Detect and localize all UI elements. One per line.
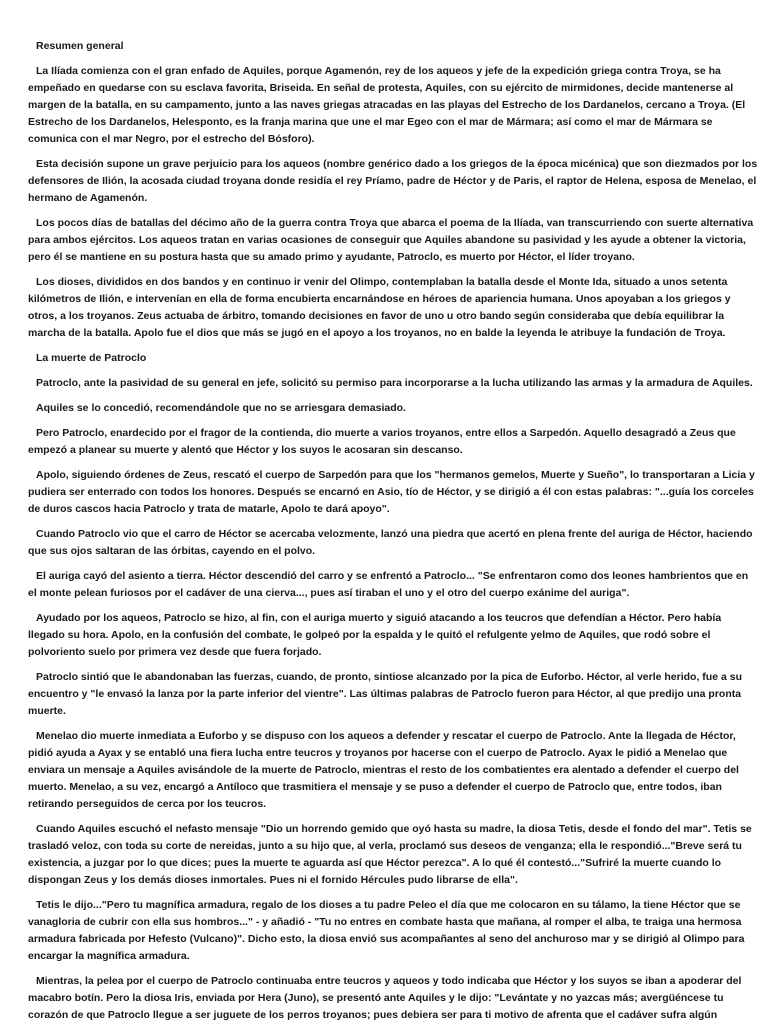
section-heading-muerte-patroclo: La muerte de Patroclo — [36, 352, 147, 364]
paragraph: Cuando Aquiles escuchó el nefasto mensaje "Dio un horrendo gemido que oyó hasta su madre, la diosa Tetis, desde el fondo del mar". Tetis se trasladó veloz, con toda su corte de nereidas, junto a su hijo que, al verla, proclamó sus deseos de venganza; ella le respondió..."Breve será tu existencia, a juzgar por lo que dices; pues la muerte te aguarda así que Héctor perezca". A lo qué él contestó..."Sufriré la muerte cuando lo dispongan Zeus y los demás dioses inmortales. Pues ni el fornido Hércules pudo librarse de ella". — [28, 823, 752, 886]
paragraph: Patroclo, ante la pasividad de su general en jefe, solicitó su permiso para incorporarse a la lucha utilizando las armas y la armadura de Aquiles. — [36, 377, 753, 389]
paragraph: Pero Patroclo, enardecido por el fragor de la contienda, dio muerte a varios troyanos, entre ellos a Sarpedón. Aquello desagradó a Zeus que empezó a planear su muerte y alentó que Héctor y los suyos le acosaran sin descanso. — [28, 427, 736, 456]
paragraph: Apolo, siguiendo órdenes de Zeus, rescató el cuerpo de Sarpedón para que los "hermanos gemelos, Muerte y Sueño", lo transportaran a Licia y pudiera ser enterrado con todos los honores. Después se encarnó en Asio, tío de Héctor, y se dirigió a él con estas palabras: "...guía los corceles de duros cascos hacia Patroclo y trata de matarle, Apolo te dará apoyo". — [28, 469, 755, 515]
paragraph: Patroclo sintió que le abandonaban las fuerzas, cuando, de pronto, sintiose alcanzado por la pica de Euforbo. Héctor, al verle herido, fue a su encuentro y "le envasó la lanza por la parte inferior del vientre". Las últimas palabras de Patroclo fueron para Héctor, al que predijo una pronta muerte. — [28, 671, 742, 717]
paragraph: Aquiles se lo concedió, recomendándole que no se arriesgara demasiado. — [36, 402, 406, 414]
paragraph: Cuando Patroclo vio que el carro de Héctor se acercaba velozmente, lanzó una piedra que acertó en plena frente del auriga de Héctor, haciendo que sus ojos saltaran de las órbitas, cayendo en el polvo. — [28, 528, 753, 557]
section-heading-resumen: Resumen general — [36, 40, 124, 52]
paragraph: Ayudado por los aqueos, Patroclo se hizo, al fin, con el auriga muerto y siguió atacando a los teucros que defendían a Héctor. Pero había llegado su hora. Apolo, en la confusión del combate, le golpeó por la espalda y le quitó el refulgente yelmo de Aquiles, que rodó sobre el polvoriento suelo por primera vez desde que fuera forjado. — [28, 612, 722, 658]
paragraph: Menelao dio muerte inmediata a Euforbo y se dispuso con los aqueos a defender y rescatar el cuerpo de Patroclo. Ante la llegada de Héctor, pidió ayuda a Ayax y se entabló una fiera lucha entre teucros y troyanos por hacerse con el cuerpo de Patroclo. Ayax le pidió a Menelao que enviara un mensaje a Aquiles avisándole de la muerte de Patroclo, mientras el resto de los combatientes era alentado a defender el cuerpo del muerto. Menelao, a su vez, encargó a Antíloco que trasmitiera el mensaje y se puso a defender el cuerpo de Patroclo que, entre todos, iban retirando perseguidos de cerca por los teucros. — [28, 730, 739, 810]
paragraph: Tetis le dijo..."Pero tu magnífica armadura, regalo de los dioses a tu padre Peleo el día que me colocaron en su tálamo, la tiene Héctor que se vanagloria de cubrir con ella sus hombros..." - y añadió - "Tu no entres en combate hasta que mañana, al romper el alba, te traiga una hermosa armadura fabricada por Hefesto (Vulcano)". Dicho esto, la diosa envió sus acompañantes al seno del anchuroso mar y se dirigió al Olimpo para encargar la magnífica armadura. — [28, 899, 745, 962]
paragraph: Los dioses, divididos en dos bandos y en continuo ir venir del Olimpo, contemplaban la batalla desde el Monte Ida, situado a unos setenta kilómetros de Ilión, e intervenían en ella de forma encubierta encarnándose en héroes de apariencia humana. Unos apoyaban a los griegos y otros, a los troyanos. Zeus actuaba de árbitro, tomando decisiones en favor de uno u otro bando según consideraba que debía equilibrar la marcha de la batalla. Apolo fue el dios que más se jugó en el apoyo a los troyanos, no en balde la leyenda le atribuye la fundación de Troya. — [28, 276, 731, 339]
paragraph: Esta decisión supone un grave perjuicio para los aqueos (nombre genérico dado a los griegos de la época micénica) que son diezmados por los defensores de Ilión, la acosada ciudad troyana donde residía el rey Príamo, padre de Héctor y de Paris, el raptor de Helena, esposa de Menelao, el hermano de Agamenón. — [28, 158, 758, 204]
paragraph: Los pocos días de batallas del décimo año de la guerra contra Troya que abarca el poema de la Ilíada, van transcurriendo con suerte alternativa para ambos ejércitos. Los aqueos tratan en varias ocasiones de conseguir que Aquiles abandone su pasividad y les ayude a obtener la victoria, pero él se mantiene en su postura hasta que su amado primo y ayudante, Patroclo, es muerto por Héctor, el líder troyano. — [28, 217, 754, 263]
paragraph: Mientras, la pelea por el cuerpo de Patroclo continuaba entre teucros y aqueos y todo indicaba que Héctor y los suyos se iban a apoderar del macabro botín. Pero la diosa Iris, enviada por Hera (Juno), se presentó ante Aquiles y le dijo: "Levántate y no yazcas más; avergüéncese tu corazón de que Patroclo llegue a ser juguete de los perros troyanos; pues debiera ser para ti motivo de afrenta que el cadáver sufra algún — [28, 975, 742, 1021]
paragraph: La Ilíada comienza con el gran enfado de Aquiles, porque Agamenón, rey de los aqueos y jefe de la expedición griega contra Troya, se ha empeñado en quedarse con su esclava favorita, Briseida. En señal de protesta, Aquiles, con su ejército de mirmidones, decide mantenerse al margen de la batalla, en su campamento, junto a las naves griegas atracadas en las playas del Estrecho de los Dardanelos, cercano a Troya. (El Estrecho de los Dardanelos, Helesponto, es la franja marina que une el mar Egeo con el mar de Mármara; así como el mar de Mármara se comunica con el mar Negro, por el estrecho del Bósforo). — [28, 65, 746, 145]
paragraph: El auriga cayó del asiento a tierra. Héctor descendió del carro y se enfrentó a Patroclo... "Se enfrentaron como dos leones hambrientos que en el monte pelean furiosos por el cadáver de una cierva..., pues así tiraban el uno y el otro del cuerpo exánime del auriga". — [28, 570, 749, 599]
document-page — [28, 38, 758, 1032]
